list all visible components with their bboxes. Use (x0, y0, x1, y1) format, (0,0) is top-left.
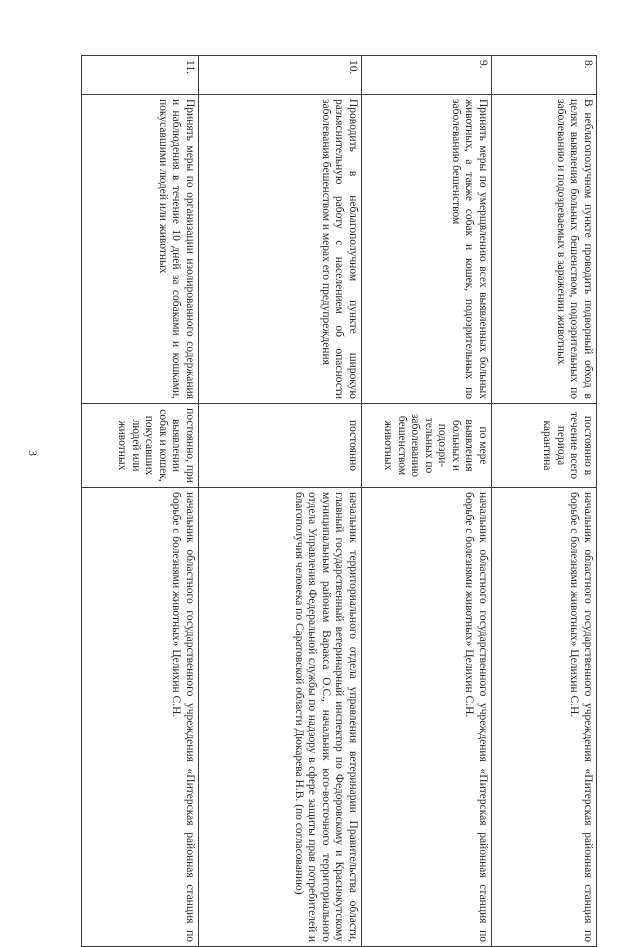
measure-text: Принять меры по умерщвлению всех выявленных больных животных, а также собак и кошек, подозрительных по заболеванию бешенством (362, 95, 492, 404)
table-row (492, 56, 597, 947)
deadline-text: постоянно, при выявлении собак и кошек, покусавших людей или животных (82, 404, 199, 488)
table-row (199, 56, 362, 947)
table-row (362, 56, 492, 947)
page-number: 3 (26, 450, 40, 456)
measures-table-page (77, 55, 597, 942)
deadline-text: по мере выявления больных и подозри-тельных по заболеванию бешенством животных (362, 404, 492, 488)
responsible-text: начальник областного государственного учреждения «Питерская районная станция по борьбе с болезнями животных» Целихин С.Н. (492, 488, 597, 947)
deadline-text: постоянно в течение всего периода карантина (492, 404, 597, 488)
row-number: 11. (82, 56, 199, 95)
row-number: 10. (199, 56, 362, 95)
measure-text: Принять меры по организации изолированного содержания и наблюдения в течение 10 дней за собаками и кошками, покусавшими людей или животных (82, 95, 199, 404)
measures-table (81, 55, 597, 947)
responsible-text: начальник областного государственного учреждения «Питерская районная станция по борьбе с болезнями животных» Целихин С.Н. (82, 488, 199, 947)
responsible-text: начальник территориального отдела управления ветеринарии Правительства области, главный государственный ветеринарный инспектор по Федоровскому и Краснокутскому муниципальным районам Варакса О.С., начальник юго-восточного территориального отдела Управления Федеральной службы по надзору в сфере защиты прав потребителей и благополучия человека по Саратовской области Дюкарева Н.В. (по согласованию) (199, 488, 362, 947)
row-number: 8. (492, 56, 597, 95)
measure-text: В неблагополучном пункте проводить подворный обход в целях выявления больных бешенством, подозрительных по заболеванию и подозреваемых в заражении животных (492, 95, 597, 404)
responsible-text: начальник областного государственного учреждения «Питерская районная станция по борьбе с болезнями животных» Целихин С.Н. (362, 488, 492, 947)
measure-text: Проводить в неблагополучном пункте широкую разъяснительную работу с населением об опасности заболевания бешенством и мерах его предупреждения (199, 95, 362, 404)
deadline-text: постоянно (199, 404, 362, 488)
table-row (82, 56, 199, 947)
row-number: 9. (362, 56, 492, 95)
